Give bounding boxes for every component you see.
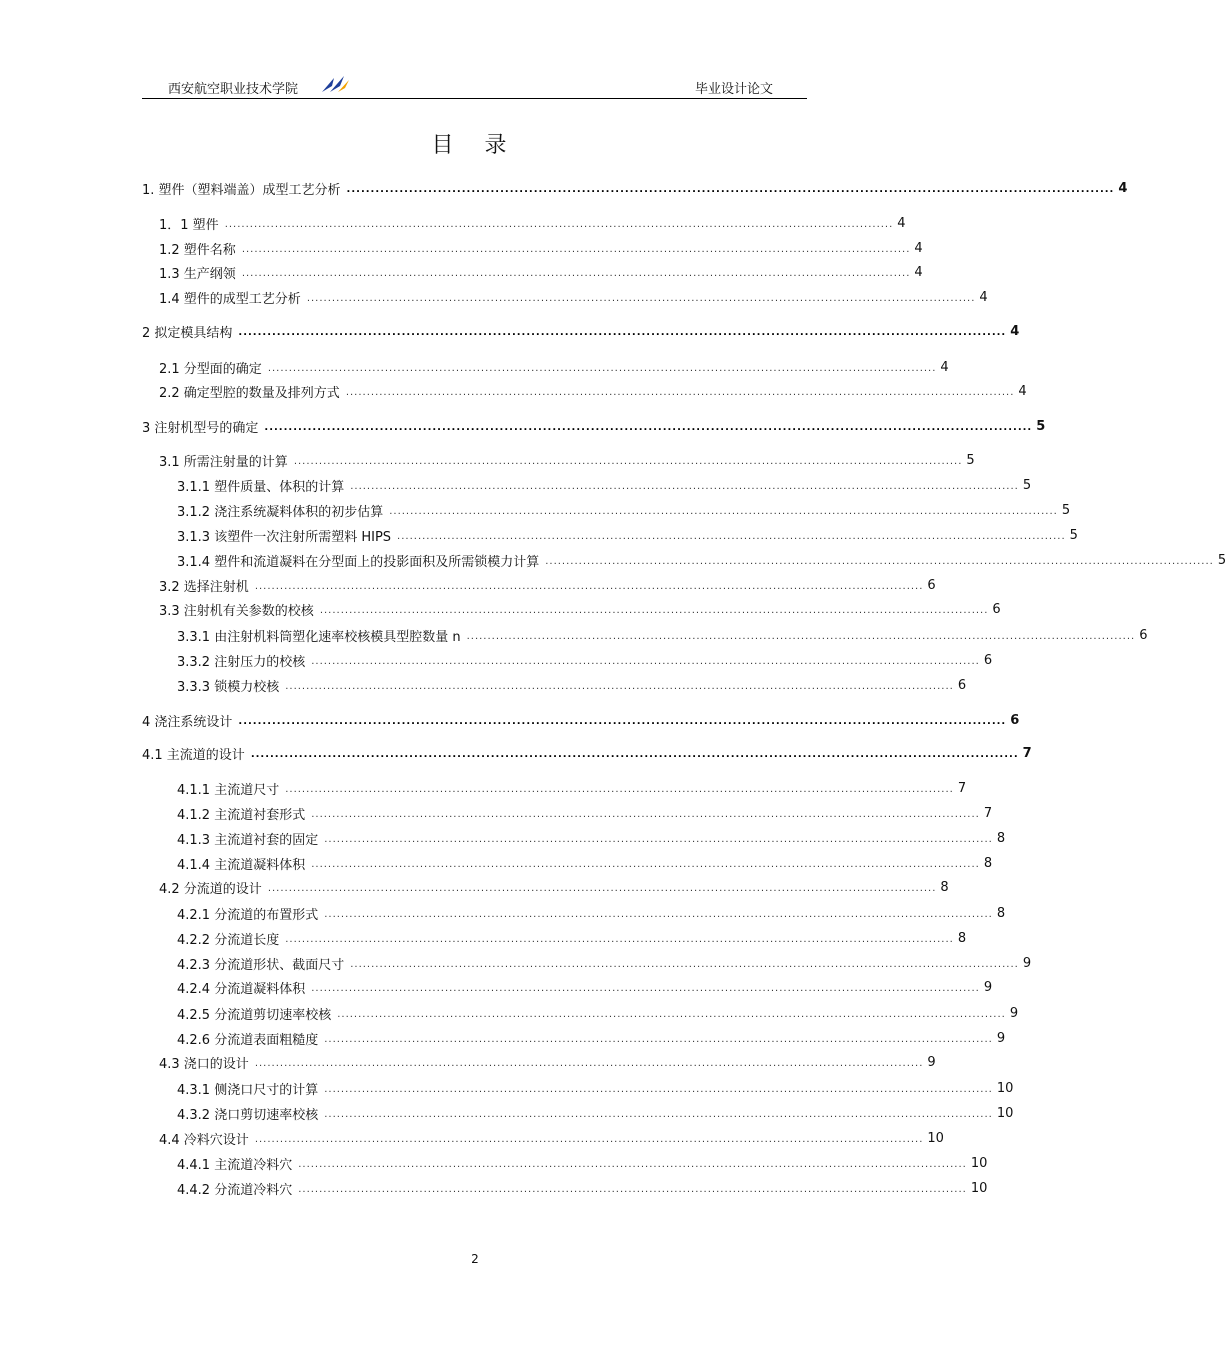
toc-leader: ................................................................................................................................................................ [324,909,993,920]
toc-entry[interactable] [177,1103,1014,1123]
toc-entry[interactable] [177,675,967,695]
toc-entry[interactable] [159,287,988,307]
toc-entry[interactable] [159,1128,944,1148]
toc-page: 5 [1217,552,1226,568]
toc-leader: ................................................................................................................................................................ [285,934,954,945]
toc-label: 3.2 选择注射机 [159,579,249,595]
toc-entry[interactable] [177,1028,1006,1048]
toc-page: 10 [927,1130,944,1146]
toc-leader: ................................................................................................................................................................ [466,631,1136,642]
toc-entry[interactable] [142,178,1128,198]
toc-leader: ................................................................................................................................................................ [250,749,1019,760]
toc-page: 4 [897,215,906,231]
toc-leader: ................................................................................................................................................................ [324,1034,993,1045]
toc-entry[interactable] [159,238,923,258]
toc-label: 4.2.6 分流道表面粗糙度 [177,1032,319,1048]
toc-label: 2 拟定模具结构 [142,325,233,341]
toc-entry[interactable] [177,1153,988,1173]
toc-label: 3.3.1 由注射机料筒塑化速率校核模具型腔数量 n [177,629,461,645]
toc-page: 5 [1069,527,1078,543]
toc-page: 10 [970,1155,988,1171]
toc-label: 4.4 冷料穴设计 [159,1132,249,1148]
toc-page: 5 [1022,477,1032,493]
toc-label: 3.3.2 注射压力的校核 [177,654,306,670]
toc-entry[interactable] [177,550,1226,570]
toc-page: 4 [940,359,949,375]
toc-entry[interactable] [159,450,975,470]
school-name: 西安航空职业技术学院 [168,82,299,97]
toc-label: 3.1.1 塑件质量、体积的计算 [177,479,345,495]
toc-leader: ................................................................................................................................................................ [254,1058,924,1069]
toc-entry[interactable] [177,977,993,997]
toc-entry[interactable] [177,1078,1014,1098]
toc-page: 6 [992,601,1001,617]
toc-leader: ................................................................................................................................................................ [267,363,937,374]
toc-leader: ................................................................................................................................................................ [545,556,1214,567]
toc-label: 1.3 生产纲领 [159,266,236,282]
toc-entry[interactable] [142,743,1032,763]
toc-page: 4 [1118,180,1128,196]
toc-leader: ................................................................................................................................................................ [306,293,976,304]
toc-entry[interactable] [159,599,1001,619]
toc-label: 4.1.2 主流道衬套形式 [177,807,306,823]
toc-label: 1. 塑件（塑料端盖）成型工艺分析 [142,182,341,198]
toc-page: 10 [996,1080,1014,1096]
toc-entry[interactable] [177,625,1148,645]
toc-leader: ................................................................................................................................................................ [241,244,911,255]
toc-page: 7 [983,805,993,821]
toc-entry[interactable] [177,525,1078,545]
toc-label: 4.2.3 分流道形状、截面尺寸 [177,957,345,973]
toc-label: 4.1.3 主流道衬套的固定 [177,832,319,848]
toc-entry[interactable] [177,1003,1019,1023]
toc-label: 4.2 分流道的设计 [159,881,262,897]
toc-page: 4 [1018,383,1027,399]
toc-leader: ................................................................................................................................................................ [350,481,1019,492]
toc-leader: ................................................................................................................................................................ [311,859,980,870]
toc-leader: ................................................................................................................................................................ [350,959,1019,970]
toc-page: 8 [957,930,967,946]
toc-label: 4.1.1 主流道尺寸 [177,782,280,798]
toc-leader: ................................................................................................................................................................ [285,681,954,692]
toc-page: 8 [996,905,1006,921]
toc-entry[interactable] [159,262,923,282]
toc-entry[interactable] [177,803,993,823]
toc-entry[interactable] [177,953,1032,973]
toc-leader: ................................................................................................................................................................ [311,983,980,994]
toc-leader: ................................................................................................................................................................ [298,1184,967,1195]
toc-page: 9 [996,1030,1006,1046]
toc-label: 4.1 主流道的设计 [142,747,245,763]
toc-label: 3.1.4 塑件和流道凝料在分型面上的投影面积及所需锁模力计算 [177,554,540,570]
toc-label: 3.3 注射机有关参数的校核 [159,603,314,619]
page-title: 目 录 [431,133,519,158]
toc-label: 1．1 塑件 [159,217,219,233]
toc-page: 7 [1022,745,1032,761]
toc-page: 6 [927,577,936,593]
toc-leader: ................................................................................................................................................................ [298,1159,967,1170]
page-number: 2 [471,1252,479,1266]
toc-label: 4.1.4 主流道凝料体积 [177,857,306,873]
toc-entry[interactable] [159,357,949,377]
toc-label: 4.2.4 分流道凝料体积 [177,981,306,997]
toc-leader: ................................................................................................................................................................ [389,506,1058,517]
toc-label: 3.1.2 浇注系统凝料体积的初步估算 [177,504,384,520]
toc-page: 4 [914,240,923,256]
toc-leader: ................................................................................................................................................................ [241,268,911,279]
page-header [142,72,807,98]
toc-leader: ................................................................................................................................................................ [397,531,1066,542]
toc-page: 8 [940,879,949,895]
toc-label: 4.3.1 侧浇口尺寸的计算 [177,1082,319,1098]
toc-leader: ................................................................................................................................................................ [346,184,1115,195]
toc-entry[interactable] [177,853,993,873]
toc-page: 8 [996,830,1006,846]
header-rule [142,98,807,99]
toc-page: 9 [927,1054,936,1070]
toc-leader: ................................................................................................................................................................ [324,834,993,845]
toc-leader: ................................................................................................................................................................ [224,219,894,230]
toc-page: 6 [957,677,967,693]
toc-page: 7 [957,780,967,796]
toc-leader: ................................................................................................................................................................ [324,1109,993,1120]
toc-page: 9 [1022,955,1032,971]
toc-label: 3.1 所需注射量的计算 [159,454,288,470]
toc-entry[interactable] [177,475,1032,495]
toc-leader: ................................................................................................................................................................ [285,784,954,795]
toc-leader: ................................................................................................................................................................ [238,716,1007,727]
toc-label: 4.3.2 浇口剪切速率校核 [177,1107,319,1123]
toc-label: 2.2 确定型腔的数量及排列方式 [159,385,340,401]
school-logo-icon [320,74,350,94]
toc-label: 1.4 塑件的成型工艺分析 [159,291,301,307]
toc-label: 4.4.2 分流道冷料穴 [177,1182,293,1198]
toc-entry[interactable] [142,710,1020,730]
toc-leader: ................................................................................................................................................................ [264,422,1033,433]
toc-entry[interactable] [159,213,906,233]
toc-entry[interactable] [177,1178,988,1198]
toc-entry[interactable] [177,928,967,948]
toc-page: 4 [979,289,988,305]
toc-leader: ................................................................................................................................................................ [337,1009,1006,1020]
toc-leader: ................................................................................................................................................................ [254,1134,924,1145]
toc-entry[interactable] [159,381,1027,401]
toc-leader: ................................................................................................................................................................ [267,883,937,894]
toc-page: 5 [1036,418,1046,434]
toc-label: 4.4.1 主流道冷料穴 [177,1157,293,1173]
toc-entry[interactable] [177,650,993,670]
toc-entry[interactable] [177,828,1006,848]
toc-label: 4.2.5 分流道剪切速率校核 [177,1007,332,1023]
toc-label: 2.1 分型面的确定 [159,361,262,377]
toc-label: 3 注射机型号的确定 [142,420,259,436]
toc-page: 10 [970,1180,988,1196]
toc-entry[interactable] [159,877,949,897]
toc-page: 5 [966,452,975,468]
toc-entry[interactable] [142,416,1046,436]
toc-label: 4.2.2 分流道长度 [177,932,280,948]
toc-page: 8 [983,855,993,871]
toc-label: 3.1.3 该塑件一次注射所需塑料 HIPS [177,529,392,545]
toc-leader: ................................................................................................................................................................ [319,605,989,616]
toc-label: 4.3 浇口的设计 [159,1056,249,1072]
toc-entry[interactable] [159,1052,936,1072]
toc-page: 5 [1061,502,1071,518]
toc-page: 10 [996,1105,1014,1121]
toc-page: 6 [983,652,993,668]
toc-leader: ................................................................................................................................................................ [238,327,1007,338]
toc-page: 6 [1010,712,1020,728]
toc-page: 9 [1009,1005,1019,1021]
toc-label: 4 浇注系统设计 [142,714,233,730]
toc-leader: ................................................................................................................................................................ [324,1084,993,1095]
toc-label: 3.3.3 锁模力校核 [177,679,280,695]
toc-entry[interactable] [142,321,1020,341]
toc-entry[interactable] [159,575,936,595]
toc-leader: ................................................................................................................................................................ [311,656,980,667]
toc-leader: ................................................................................................................................................................ [254,581,924,592]
toc-leader: ................................................................................................................................................................ [311,809,980,820]
toc-page: 6 [1139,627,1148,643]
toc-leader: ................................................................................................................................................................ [293,456,963,467]
toc-entry[interactable] [177,903,1006,923]
document-type: 毕业设计论文 [694,82,773,97]
toc-label: 1.2 塑件名称 [159,242,236,258]
toc-entry[interactable] [177,778,967,798]
toc-leader: ................................................................................................................................................................ [345,387,1015,398]
toc-page: 4 [1010,323,1020,339]
toc-page: 4 [914,264,923,280]
toc-label: 4.2.1 分流道的布置形式 [177,907,319,923]
toc-entry[interactable] [177,500,1071,520]
toc-page: 9 [983,979,993,995]
